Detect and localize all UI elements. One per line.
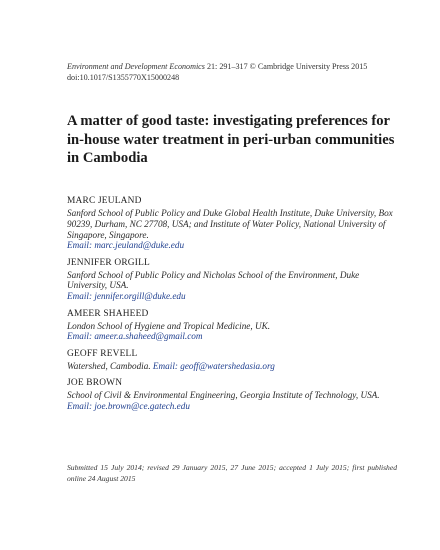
author-list <box>67 196 397 418</box>
author-email[interactable]: geoff@watershedasia.org <box>180 360 275 371</box>
author-name: AMEER SHAHEED <box>67 308 149 319</box>
author-block <box>67 378 397 412</box>
author-name: MARC JEULAND <box>67 196 142 206</box>
author-block <box>67 258 397 302</box>
author-email[interactable]: marc.jeuland@duke.edu <box>94 240 185 251</box>
author-affiliation: Sanford School of Public Policy and Duke Global Health Institute, Duke University, Box 90239, Durham, NC 27708, USA; and Institute of Water Policy, National University of Singapore, Singapore. <box>67 208 393 240</box>
author-name: GEOFF REVELL <box>67 348 138 359</box>
author-affiliation: London School of Hygiene and Tropical Medicine, UK. <box>67 320 271 331</box>
author-email[interactable]: jennifer.orgill@duke.edu <box>94 291 186 302</box>
journal-name: Environment and Development Economics <box>67 62 205 71</box>
journal-citation <box>67 61 397 72</box>
email-label: Email: <box>152 360 178 371</box>
author-email-line <box>67 331 397 342</box>
email-label: Email: <box>67 331 93 342</box>
author-affiliation: School of Civil & Environmental Engineering, Georgia Institute of Technology, USA. <box>67 389 380 400</box>
author-affiliation: Watershed, Cambodia. <box>67 360 151 371</box>
paper-title: A matter of good taste: investigating preferences for in-house water treatment in peri-urban communities in Cambodia <box>67 113 395 166</box>
author-email-line <box>67 240 397 251</box>
author-email[interactable]: joe.brown@ce.gatech.edu <box>94 400 190 411</box>
author-name: JENNIFER ORGILL <box>67 257 150 268</box>
author-name: JOE BROWN <box>67 377 123 388</box>
author-affiliation-with-email <box>67 361 397 372</box>
email-label: Email: <box>67 400 93 411</box>
author-block <box>67 309 397 343</box>
author-affiliation: Sanford School of Public Policy and Nicholas School of the Environment, Duke University, USA. <box>67 269 360 291</box>
author-affiliation-with-email <box>67 390 397 412</box>
journal-volume-pages: 21: 291–317 © Cambridge University Press 2015 <box>204 62 368 71</box>
email-label: Email: <box>67 240 93 251</box>
author-block <box>67 196 397 251</box>
author-block <box>67 349 397 372</box>
author-email-line <box>67 291 397 302</box>
email-label: Email: <box>67 291 93 302</box>
journal-doi: doi:10.1017/S1355770X15000248 <box>67 73 180 82</box>
author-email[interactable]: ameer.a.shaheed@gmail.com <box>94 331 203 342</box>
journal-header <box>67 61 397 83</box>
submission-history: Submitted 15 July 2014; revised 29 January 2015, 27 June 2015; accepted 1 July 2015; first published online 24 August 2015 <box>67 463 397 483</box>
